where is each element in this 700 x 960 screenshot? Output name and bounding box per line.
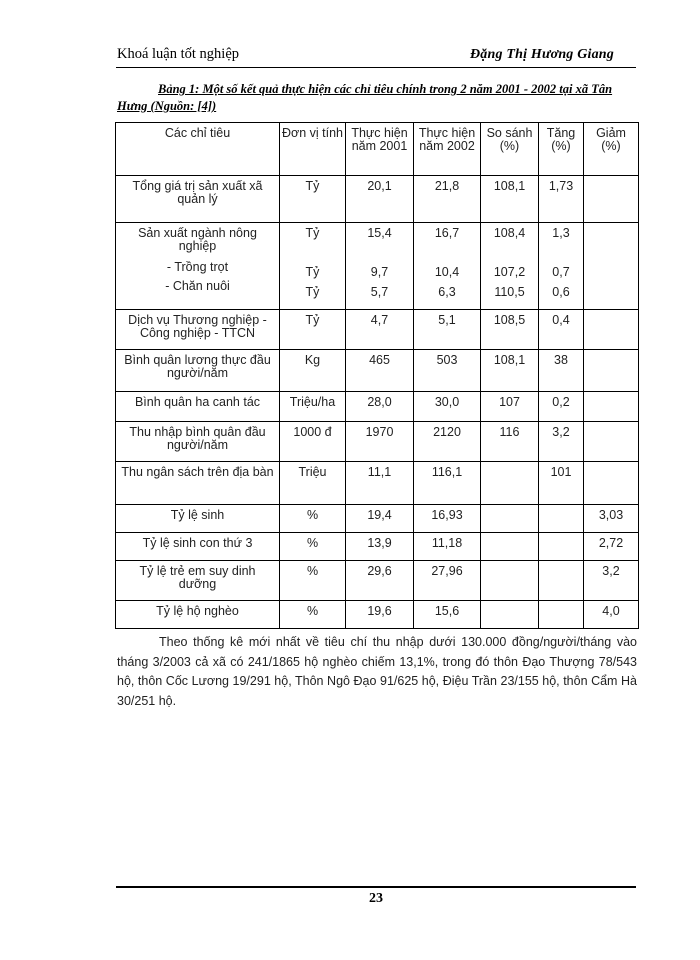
- decrease-cell: [584, 462, 639, 505]
- value: 10,4: [434, 265, 460, 279]
- increase-cell: 101: [539, 462, 584, 505]
- table-row: [116, 310, 639, 350]
- header-author-name: Đặng Thị Hương Giang: [470, 47, 614, 62]
- footer-divider: [116, 886, 636, 888]
- indicator-name: Tỷ lệ sinh: [116, 505, 280, 533]
- table-row: [116, 533, 639, 561]
- value-2002-cell: 16,93: [414, 505, 481, 533]
- ratio-cell: [481, 601, 539, 629]
- indicator-name-group: [116, 223, 280, 310]
- indicator-name: Thu nhập bình quân đầu người/năm: [116, 422, 280, 462]
- value: 110,5: [494, 285, 525, 299]
- value: 16,7: [434, 226, 460, 240]
- decrease-cell: [584, 310, 639, 350]
- decrease-cell: 3,2: [584, 561, 639, 601]
- value-2002-cell: [414, 223, 481, 310]
- page-number: 23: [369, 891, 383, 906]
- value-2002-cell: 116,1: [414, 462, 481, 505]
- value-2002-cell: 5,1: [414, 310, 481, 350]
- increase-cell: [539, 223, 584, 310]
- value-2001-cell: 465: [346, 350, 414, 392]
- unit-cell: Kg: [280, 350, 346, 392]
- value-2001-cell: 19,4: [346, 505, 414, 533]
- value-2002-cell: 15,6: [414, 601, 481, 629]
- unit-cell: 1000 đ: [280, 422, 346, 462]
- value-2001-cell: 11,1: [346, 462, 414, 505]
- value: 108,4: [493, 226, 526, 240]
- unit-value: Tỷ: [305, 285, 320, 299]
- increase-cell: 38: [539, 350, 584, 392]
- indicator-name: Tổng giá trị sản xuất xã quản lý: [116, 176, 280, 223]
- ratio-cell: [481, 223, 539, 310]
- table-caption: Bảng 1: Một số kết quả thực hiện các chỉ tiêu chính trong 2 năm 2001 - 2002 tại xã Tân Hưng (Nguồn: [4]): [117, 82, 613, 113]
- value-2001-cell: 1970: [346, 422, 414, 462]
- header-cell: Đơn vị tính: [280, 123, 346, 176]
- unit-value: Tỷ: [305, 226, 320, 240]
- ratio-cell: 107: [481, 392, 539, 422]
- table-row: [116, 350, 639, 392]
- value: 15,4: [367, 226, 392, 240]
- unit-cell: Tỷ: [280, 310, 346, 350]
- decrease-cell: [584, 392, 639, 422]
- table-row: [116, 392, 639, 422]
- value-2002-cell: 30,0: [414, 392, 481, 422]
- ratio-cell: 116: [481, 422, 539, 462]
- table-row: [116, 462, 639, 505]
- increase-cell: [539, 533, 584, 561]
- sub-indicator-name: - Trồng trọt: [166, 260, 229, 274]
- unit-cell: %: [280, 505, 346, 533]
- decrease-cell: 4,0: [584, 601, 639, 629]
- header-thesis-title: Khoá luận tốt nghiệp: [117, 46, 240, 62]
- table-row: [116, 223, 639, 310]
- unit-cell: Tỷ: [280, 176, 346, 223]
- ratio-cell: 108,5: [481, 310, 539, 350]
- header-cell: Thực hiện năm 2002: [414, 123, 481, 176]
- indicator-name: Thu ngân sách trên địa bàn: [116, 462, 280, 505]
- indicator-name: Bình quân lương thực đầu người/năm: [116, 350, 280, 392]
- value-2001-cell: 29,6: [346, 561, 414, 601]
- value-2002-cell: 2120: [414, 422, 481, 462]
- header-cell: So sánh (%): [481, 123, 539, 176]
- increase-cell: [539, 601, 584, 629]
- decrease-cell: 2,72: [584, 533, 639, 561]
- unit-cell: [280, 223, 346, 310]
- value-2002-cell: 503: [414, 350, 481, 392]
- decrease-cell: 3,03: [584, 505, 639, 533]
- header-cell: Tăng (%): [539, 123, 584, 176]
- header-cell: Các chỉ tiêu: [116, 123, 280, 176]
- indicator-name: Bình quân ha canh tác: [116, 392, 280, 422]
- indicator-name: Sản xuất ngành nông nghiệp: [138, 226, 257, 253]
- value-2001-cell: 13,9: [346, 533, 414, 561]
- unit-cell: %: [280, 601, 346, 629]
- value-2001-cell: 19,6: [346, 601, 414, 629]
- table-row: [116, 422, 639, 462]
- indicator-name: Tỷ lệ trẻ em suy dinh dưỡng: [116, 561, 280, 601]
- value: 5,7: [370, 285, 389, 299]
- ratio-cell: [481, 505, 539, 533]
- ratio-cell: 108,1: [481, 176, 539, 223]
- value: 1,3: [552, 226, 570, 240]
- sub-indicator-name: - Chăn nuôi: [165, 279, 230, 293]
- table-row: [116, 176, 639, 223]
- indicator-name: Dịch vụ Thương nghiệp - Công nghiệp - TTCN: [116, 310, 280, 350]
- ratio-cell: [481, 462, 539, 505]
- value: 0,6: [552, 285, 570, 299]
- ratio-cell: [481, 533, 539, 561]
- indicator-name: Tỷ lệ hộ nghèo: [116, 601, 280, 629]
- unit-cell: %: [280, 561, 346, 601]
- value: 0,7: [552, 265, 570, 279]
- unit-cell: %: [280, 533, 346, 561]
- unit-value: Tỷ: [305, 265, 320, 279]
- increase-cell: [539, 505, 584, 533]
- body-paragraph: Theo thống kê mới nhất về tiêu chí thu nhập dưới 130.000 đồng/người/tháng vào tháng 3/2003 cả xã có 241/1865 hộ nghèo chiếm 13,1%, trong đó thôn Đạo Thượng 78/543 hộ, thôn Cốc Lương 19/291 hộ, Thôn Ngô Đạo 91/625 hộ, Điệu Trần 23/155 hộ, thôn Cẩm Hà 30/251 hộ.: [117, 635, 637, 708]
- value-2001-cell: 28,0: [346, 392, 414, 422]
- increase-cell: 0,4: [539, 310, 584, 350]
- indicator-name: Tỷ lệ sinh con thứ 3: [116, 533, 280, 561]
- increase-cell: 3,2: [539, 422, 584, 462]
- value: 9,7: [370, 265, 389, 279]
- value: 6,3: [438, 285, 456, 299]
- value-2002-cell: 21,8: [414, 176, 481, 223]
- increase-cell: [539, 561, 584, 601]
- ratio-cell: 108,1: [481, 350, 539, 392]
- table-row: [116, 561, 639, 601]
- increase-cell: 1,73: [539, 176, 584, 223]
- value-2002-cell: 27,96: [414, 561, 481, 601]
- value-2001-cell: 20,1: [346, 176, 414, 223]
- unit-cell: Triệu/ha: [280, 392, 346, 422]
- value: 107,2: [493, 265, 526, 279]
- ratio-cell: [481, 561, 539, 601]
- indicators-table: [115, 122, 639, 629]
- header-cell: Thực hiện năm 2001: [346, 123, 414, 176]
- value-2001-cell: 4,7: [346, 310, 414, 350]
- header-cell: Giảm (%): [584, 123, 639, 176]
- value-2002-cell: 11,18: [414, 533, 481, 561]
- decrease-cell: [584, 422, 639, 462]
- unit-cell: Triệu: [280, 462, 346, 505]
- table-row: [116, 601, 639, 629]
- table-row: [116, 505, 639, 533]
- table-header-row: [116, 123, 639, 176]
- header-divider: [116, 67, 636, 68]
- decrease-cell: [584, 223, 639, 310]
- decrease-cell: [584, 350, 639, 392]
- decrease-cell: [584, 176, 639, 223]
- increase-cell: 0,2: [539, 392, 584, 422]
- value-2001-cell: [346, 223, 414, 310]
